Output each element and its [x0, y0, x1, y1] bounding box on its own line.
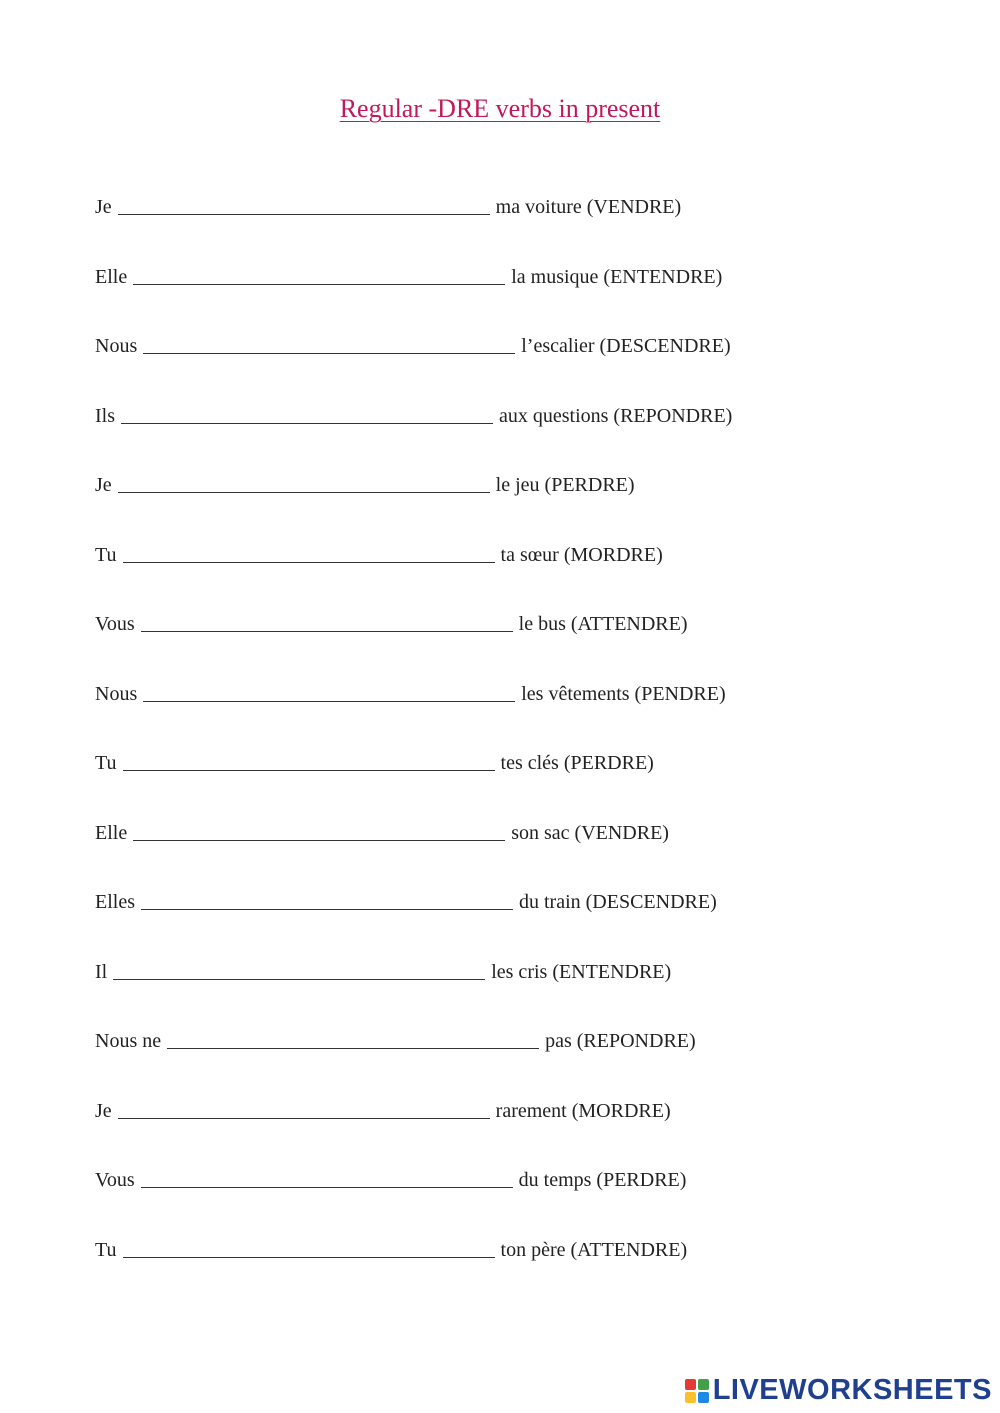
answer-blank[interactable]: [123, 1237, 495, 1258]
exercise-row: [95, 820, 955, 890]
answer-blank[interactable]: [141, 1167, 513, 1188]
exercise-row: [95, 1098, 955, 1168]
exercise-rest: rarement (MORDRE): [495, 1099, 671, 1122]
exercise-subject: Il: [95, 960, 108, 983]
exercise-row: [95, 1237, 955, 1307]
exercise-row: [95, 542, 955, 612]
exercise-rest: tes clés (PERDRE): [500, 752, 654, 774]
answer-blank[interactable]: [143, 681, 515, 702]
exercise-rest: du temps (PERDRE): [518, 1169, 687, 1191]
exercise-row: [95, 1028, 955, 1098]
liveworksheets-logo-icon: [685, 1379, 709, 1403]
exercise-rest: l’escalier (DESCENDRE): [521, 335, 731, 357]
exercise-row: [95, 264, 955, 334]
exercise-subject: Vous: [95, 613, 135, 635]
answer-blank[interactable]: [118, 194, 490, 215]
exercise-row: [95, 333, 955, 403]
exercise-row: [95, 1167, 955, 1237]
exercise-rest: le jeu (PERDRE): [495, 474, 635, 496]
exercise-subject: Je: [95, 196, 112, 218]
answer-blank[interactable]: [118, 472, 490, 493]
exercise-subject: Tu: [95, 752, 117, 774]
exercise-rest: ma voiture (VENDRE): [495, 196, 682, 218]
exercise-row: [95, 611, 955, 681]
exercise-row: [95, 403, 955, 473]
exercise-row: [95, 681, 955, 751]
exercise-rest: les vêtements (PENDRE): [521, 682, 726, 705]
exercise-rest: le bus (ATTENDRE): [518, 613, 688, 635]
exercise-row: [95, 959, 955, 1029]
page-title: Regular -DRE verbs in present: [339, 94, 661, 123]
exercise-rest: la musique (ENTENDRE): [511, 265, 723, 288]
answer-blank[interactable]: [123, 542, 495, 563]
answer-blank[interactable]: [121, 403, 493, 424]
answer-blank[interactable]: [123, 750, 495, 771]
exercise-rest: pas (REPONDRE): [545, 1030, 696, 1052]
exercise-row: [95, 889, 955, 959]
exercise-subject: Elle: [95, 265, 128, 288]
answer-blank[interactable]: [113, 959, 485, 980]
exercise-rest: ton père (ATTENDRE): [500, 1238, 688, 1261]
exercise-row: [95, 472, 955, 542]
exercise-rest: son sac (VENDRE): [511, 821, 669, 844]
exercise-subject: Elles: [95, 891, 135, 913]
answer-blank[interactable]: [133, 820, 505, 841]
answer-blank[interactable]: [167, 1028, 539, 1049]
exercise-subject: Nous ne: [95, 1030, 162, 1052]
exercise-list: [95, 194, 955, 1306]
exercise-subject: Je: [95, 1099, 112, 1122]
exercise-rest: les cris (ENTENDRE): [491, 960, 672, 983]
exercise-subject: Nous: [95, 335, 138, 357]
exercise-subject: Tu: [95, 543, 117, 566]
answer-blank[interactable]: [141, 889, 513, 910]
answer-blank[interactable]: [118, 1098, 490, 1119]
liveworksheets-logo: [685, 1374, 992, 1407]
exercise-row: [95, 750, 955, 820]
answer-blank[interactable]: [133, 264, 505, 285]
exercise-subject: Elle: [95, 821, 128, 844]
exercise-row: [95, 194, 955, 264]
exercise-subject: Nous: [95, 682, 138, 705]
exercise-rest: du train (DESCENDRE): [519, 891, 717, 913]
exercise-subject: Je: [95, 474, 112, 496]
exercise-subject: Tu: [95, 1238, 117, 1261]
exercise-rest: aux questions (REPONDRE): [499, 404, 733, 427]
exercise-rest: ta sœur (MORDRE): [500, 543, 663, 566]
answer-blank[interactable]: [141, 611, 513, 632]
exercise-subject: Ils: [95, 404, 115, 427]
answer-blank[interactable]: [143, 333, 515, 354]
logo-text: LIVEWORKSHEETS: [712, 1374, 992, 1406]
exercise-subject: Vous: [95, 1169, 135, 1191]
